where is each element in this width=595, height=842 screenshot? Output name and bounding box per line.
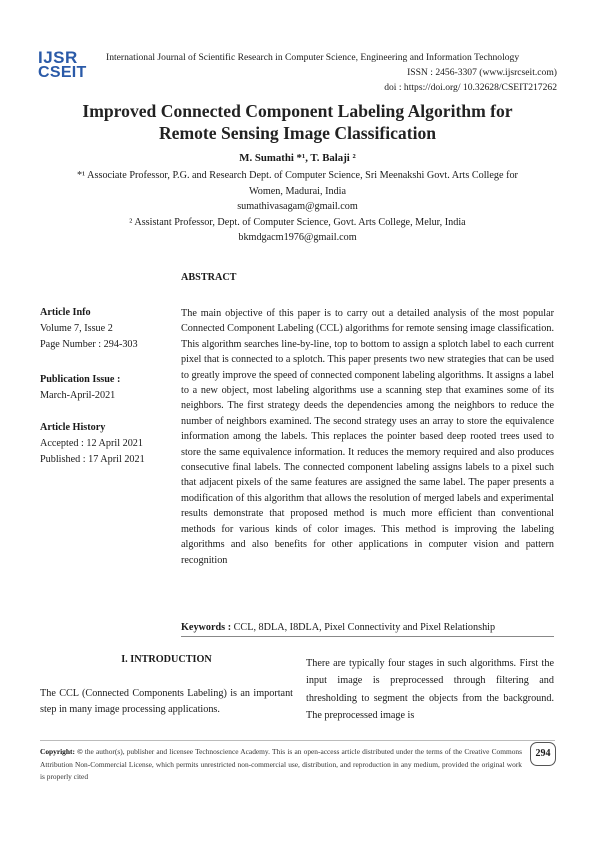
affiliation-1: *¹ Associate Professor, P.G. and Research Dept. of Computer Science, Sri Meenakshi Govt. Arts College for xyxy=(77,170,518,181)
abstract-text: The main objective of this paper is to carry out a detailed analysis of the most popular Connected Component Labeling (CCL) algorithms for remote sensing image classification. This algorithm searches line-by-line, top to bottom to assign a splotch label to each current pixel that is connected to a splotch. This paper presents two new strategies that can be used to greatly improve the speed of connected component labeling algorithms. It assigns a label to a new object, most labeling algorithms use a scanning step that examines some of its neighbors. The first strategy deeds the dependencies among the neighbors to reduce the number of neighbors examined. The second strategy uses an array to store the equivalence information among the labels. This replaces the pointer based deep rooted trees used to store the same equivalence information. It reduces the memory required and also produces consecutive final labels. The connected component labeling assigns labels to a pixel such that adjacent pixels of the same features are assigned the same label. The paper presents a modification of this algorithm that allows the resolution of merged labels and experimental results demonstrate that proposed method is much more efficient than conventional methods for various kinds of color images. This method is improving the labeling algorithms and also benefits for other applications in computer vision and pattern recognition xyxy=(181,308,554,566)
page-number: 294 xyxy=(530,742,556,766)
intro-paragraph-col1: The CCL (Connected Components Labeling) is an important step in many image processing applications. xyxy=(40,688,293,715)
intro-paragraph-col2: There are typically four stages in such algorithms. First the input image is preprocessed through filtering and thresholding to segment the objects from the background. The preprocessed image is xyxy=(306,658,554,722)
section-heading-introduction: I. INTRODUCTION xyxy=(121,654,212,665)
title-line-2: Remote Sensing Image Classification xyxy=(158,123,437,143)
affiliations xyxy=(40,168,555,246)
article-info-heading: Article Info xyxy=(40,307,91,318)
journal-name: International Journal of Scientific Research in Computer Science, Engineering and Information Technology xyxy=(106,52,520,63)
article-history-heading: Article History xyxy=(40,422,106,433)
affiliation-1-cont: Women, Madurai, India xyxy=(248,185,347,197)
doi[interactable]: doi : https://doi.org/ 10.32628/CSEIT217262 xyxy=(384,82,557,93)
volume: Volume 7, Issue 2 xyxy=(40,323,113,334)
article-history xyxy=(40,420,145,468)
copyright-notice xyxy=(40,746,522,784)
copyright-text: the author(s), publisher and licensee Technoscience Academy. This is an open-access article distributed under the terms of the Creative Commons Attribution Non-Commercial License, which permits unrestricted non-commercial use, distribution, and reproduction in any medium, provided the original work is properly cited xyxy=(40,747,522,782)
keywords xyxy=(181,622,554,633)
paper-title xyxy=(40,100,555,144)
divider xyxy=(181,636,554,637)
abstract-heading: ABSTRACT xyxy=(181,272,237,283)
page-range: Page Number : 294-303 xyxy=(40,339,138,350)
publication-issue xyxy=(40,372,120,404)
authors: M. Sumathi *¹, T. Balaji ² xyxy=(239,152,356,164)
accepted-date: Accepted : 12 April 2021 xyxy=(40,438,143,449)
affiliation-2: ² Assistant Professor, Dept. of Computer Science, Govt. Arts College, Melur, India xyxy=(129,216,466,228)
logo-text-top: IJSR xyxy=(38,48,78,67)
footer-divider xyxy=(40,740,555,741)
logo-text-bottom: CSEIT xyxy=(38,64,87,81)
title-line-1: Improved Connected Component Labeling Algorithm for xyxy=(82,101,513,121)
issn: ISSN : 2456-3307 (www.ijsrcseit.com) xyxy=(407,67,557,78)
email-2[interactable]: bkmdgacm1976@gmail.com xyxy=(238,232,357,244)
published-date: Published : 17 April 2021 xyxy=(40,454,145,465)
article-info xyxy=(40,305,138,353)
copyright-label: Copyright: © xyxy=(40,747,83,756)
keywords-value: CCL, 8DLA, I8DLA, Pixel Connectivity and Pixel Relationship xyxy=(231,622,496,633)
publication-issue-value: March-April-2021 xyxy=(40,390,116,401)
journal-logo xyxy=(38,48,100,84)
publication-issue-heading: Publication Issue : xyxy=(40,374,121,385)
email-1[interactable]: sumathivasagam@gmail.com xyxy=(237,201,358,213)
keywords-label: Keywords : xyxy=(181,622,232,633)
